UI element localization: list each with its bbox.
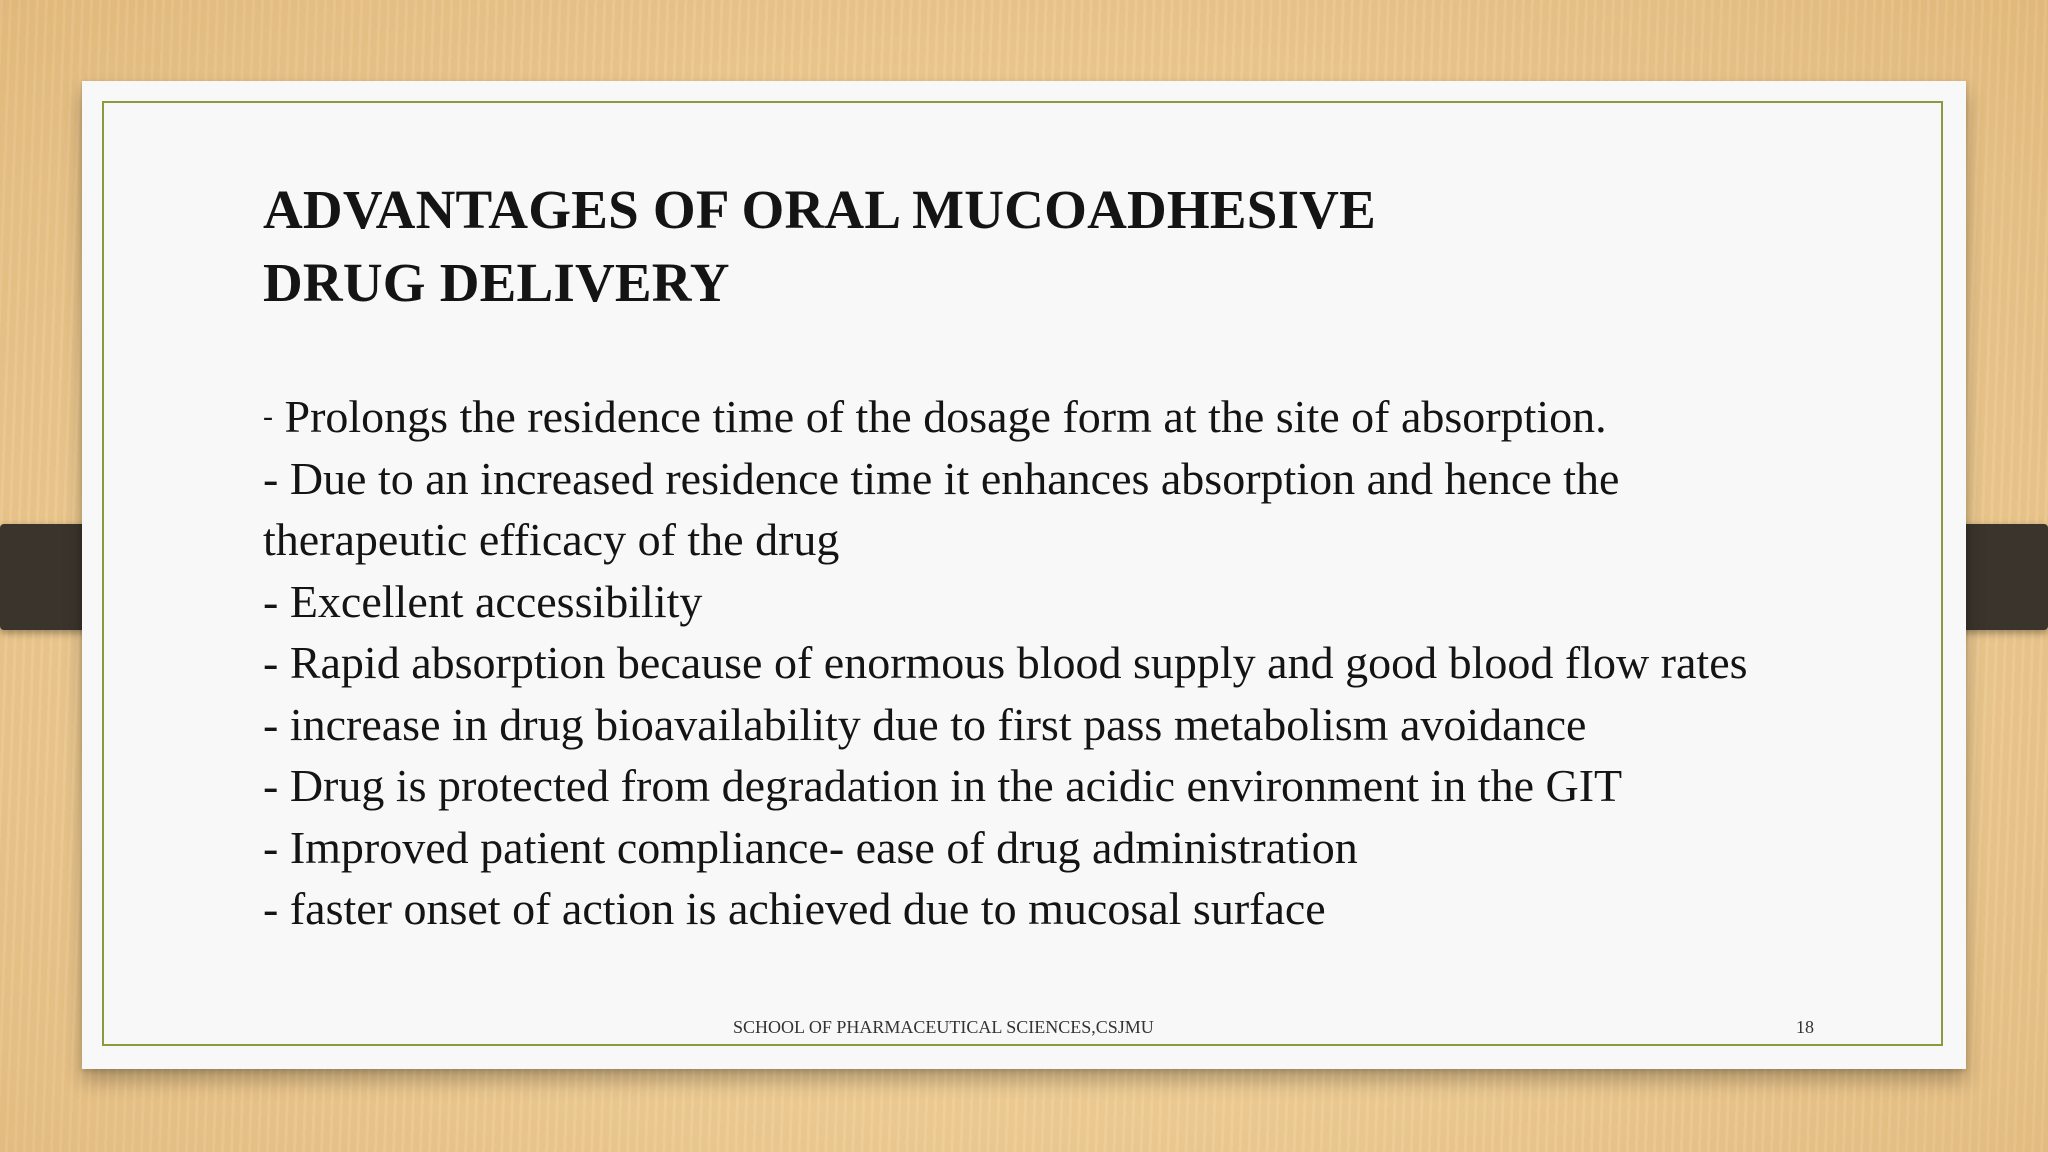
bullet-dash: - bbox=[263, 452, 279, 504]
bullet-dash: - bbox=[263, 821, 279, 873]
bullet-dash: - bbox=[263, 698, 279, 750]
bullet-dash: - bbox=[263, 760, 279, 811]
list-item bbox=[263, 571, 1823, 633]
list-item-text: Drug is protected from degradation in the acidic environment in the GIT bbox=[278, 760, 1623, 811]
advantages-list bbox=[263, 386, 1823, 940]
slide-title-line-1: ADVANTAGES OF ORAL MUCOADHESIVE bbox=[263, 179, 1376, 240]
bullet-dash: - bbox=[263, 400, 273, 433]
list-item bbox=[263, 878, 1823, 940]
list-item-text: Rapid absorption because of enormous blood supply and good blood flow rates bbox=[278, 637, 1748, 688]
list-item-text: Due to an increased residence time it enhances absorption and hence the therapeutic efficacy of the drug bbox=[263, 452, 1620, 565]
list-item bbox=[263, 817, 1823, 879]
list-item-text: Excellent accessibility bbox=[278, 575, 703, 627]
bullet-dash: - bbox=[263, 637, 279, 688]
list-item-text: Improved patient compliance- ease of drug administration bbox=[278, 821, 1358, 873]
list-item bbox=[263, 632, 1823, 694]
list-item bbox=[263, 755, 1823, 817]
list-item-text: faster onset of action is achieved due to mucosal surface bbox=[278, 883, 1326, 934]
footer-school-name: SCHOOL OF PHARMACEUTICAL SCIENCES,CSJMU bbox=[733, 1017, 1154, 1037]
list-item-text: Prolongs the residence time of the dosage form at the site of absorption. bbox=[273, 391, 1607, 442]
list-item-text: increase in drug bioavailability due to first pass metabolism avoidance bbox=[278, 698, 1587, 750]
bullet-dash: - bbox=[263, 883, 279, 934]
slide-title-line-2: DRUG DELIVERY bbox=[263, 252, 730, 313]
list-item bbox=[263, 386, 1823, 448]
list-item bbox=[263, 694, 1823, 756]
bullet-dash: - bbox=[263, 575, 279, 627]
slide-title bbox=[263, 173, 1663, 319]
slide-page-number: 18 bbox=[1796, 1017, 1814, 1037]
list-item bbox=[263, 448, 1823, 571]
